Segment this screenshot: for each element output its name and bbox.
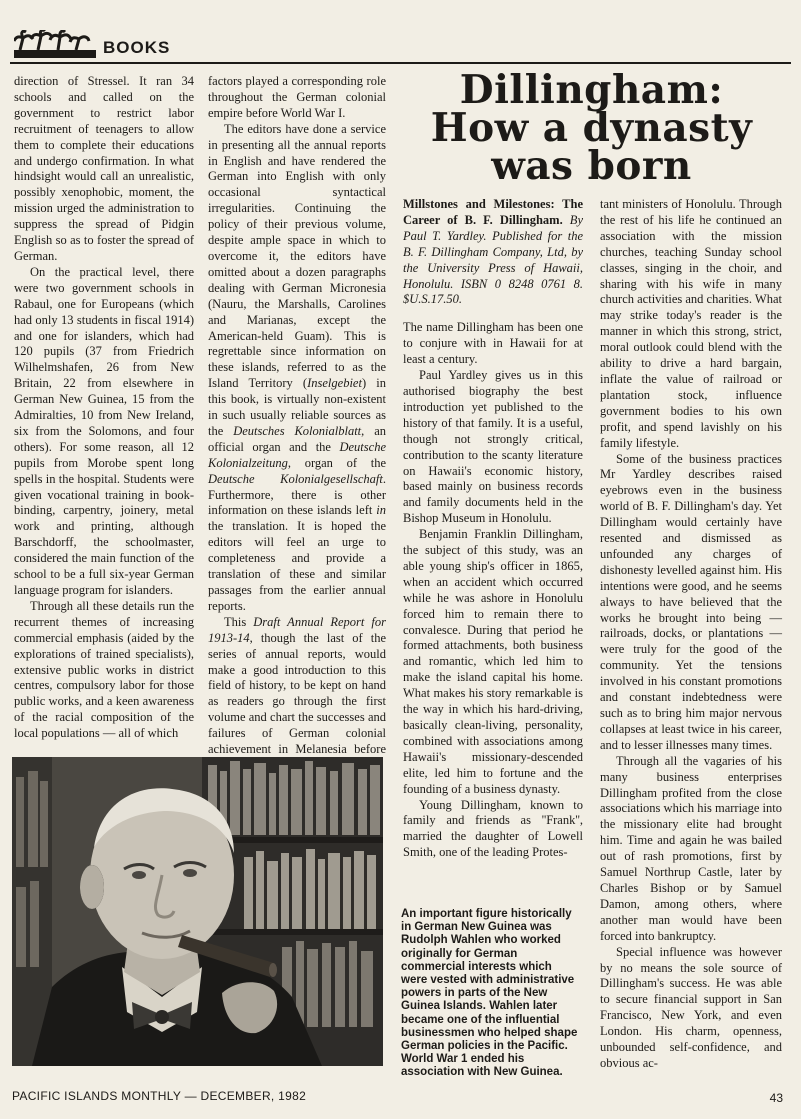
portrait-illustration (12, 757, 383, 1066)
col1-paragraph-3: Through all these details run the recurrent themes of increasing commercial emphasis (aided by the explorations of trained specialists), extensive public works in district centres, compulsory labor for those public works, and a keen awareness of the racial composition of the local populations — all of which (14, 598, 194, 741)
col1-paragraph-2: On the practical level, there were two government schools in Rabaul, one for Europeans (which had only 13 students in fiscal 1914) and one for islanders, which had 120 pupils (37 from Friedrich Wilhelmshafen, 26 from New Britain, 22 from elsewhere in German New Guinea, 15 from the Admiralties, 10 from New Ireland, six from the Solomons, and four others). For some reason, all 12 pupils from Morobe spent long spells in the hospital. Students were given vocational training in book-binding, carpentry, joinery, metal work and printing, although Barschdorff, the schoolmaster, considered the main function of the school to be a full six-year German language program for islanders. (14, 264, 194, 597)
column-3 (403, 197, 583, 861)
col3-paragraph-3: Benjamin Franklin Dillingham, the subject of this study, was an able young ship's officer in 1865, when an accident which occurred while he was ashore in Honolulu forced him to remain there to convalesce. During that period he formed attachments, both business and romantic, which led him to make the island capital his home. What makes his story remarkable is the way in which his hard-driving, basically clean-living, personality, combined with associations among Hawaii's missionary-descended elite, led him to fortune and the founding of a business dynasty. (403, 527, 583, 796)
headline-line-2: How a dynasty (430, 105, 753, 151)
book-title: Millstones and Milestones: The Career of B. F. Dillingham. (403, 197, 583, 227)
page-number: 43 (769, 1091, 783, 1105)
photo-caption: An important figure historically in German New Guinea was Rudolph Wahlen who worked originally for German commercial interests which were vested with administrative powers in parts of the New Guinea Islands. Wahlen later became one of the influential businessmen who helped shape German policies in the Pacific. World War 1 ended his association with New Guinea. (401, 908, 578, 1079)
headline-line-3: was born (491, 143, 692, 189)
col4-paragraph-3: Through all the vagaries of his many business enterprises Dillingham profited from the close associations which his marriage into the missionary elite had brought him. Time and again he was bailed out of rash promotions, first by Samuel Northrup Castle, later by Charles Bishop or by Samuel Damon, among others, where another man would have been forced into bankruptcy. (600, 753, 782, 943)
col3-paragraph-1: The name Dillingham has been one to conjure with in Hawaii for at least a century. (403, 320, 583, 367)
col3-paragraph-2: Paul Yardley gives us in this authorised biography the best introduction yet published to the history of that family. It is a useful, though not strongly critical, contribution to the scanty literature on Hawaii's economic history, based mainly on business records and family documents held in the Bishop Museum in Honolulu. (403, 368, 583, 526)
column-2 (208, 74, 386, 774)
col3-paragraph-4: Young Dillingham, known to family and friends as ''Frank'', married the daughter of Lowell Smith, one of the leading Protes- (403, 797, 583, 860)
header-rule (10, 62, 791, 64)
column-4 (600, 197, 782, 1072)
headline-line-1: Dillingham: (459, 67, 724, 113)
col1-paragraph-1: direction of Stressel. It ran 34 schools and called on the government to restrict labor recruitment of teenagers to allow them to complete their educations and undergo confirmation. In what hindsight would call an unrealistic, possibly xenophobic, moment, the mission urged the administration to suppress the spread of Pidgin English so as to foster the spread of German. (14, 74, 194, 263)
col2-paragraph-1: factors played a corresponding role throughout the German colonial empire before World War I. (208, 74, 386, 120)
page-header (10, 30, 791, 64)
article-headline (400, 67, 783, 189)
book-citation (403, 197, 583, 308)
col4-paragraph-1: tant ministers of Honolulu. Through the rest of his life he continued an association with the mission churches, teaching Sunday school classes, singing in the choir, and sharing with his wife in many church activities and charities. What may strike today's reader is the manner in which this strong, strict, moral outlook could blend with the ability to drive a hard bargain, inflate the value of railroad or plantation stock, influence government bodies to his own profit, and spend lavishly on his family lifestyle. (600, 197, 782, 450)
column-1 (14, 74, 194, 742)
palm-trees-icon (14, 30, 96, 58)
section-label: BOOKS (103, 38, 171, 57)
col2-paragraph-3: This Draft Annual Report for 1913-14, though the last of the series of annual reports, would make a good introduction to this field of history, to be kept on hand as readers go through the first volume and chart the successes and failures of German colonial achievement in Melanesia before (208, 615, 386, 774)
portrait-photo (12, 757, 383, 1066)
publication-footer: PACIFIC ISLANDS MONTHLY — DECEMBER, 1982 (12, 1089, 307, 1103)
col4-paragraph-2: Some of the business practices Mr Yardley describes raised eyebrows even in the business world of B. F. Dillingham's day. Yet Dillingham would certainly have resented and dismissed as unfounded any charges of dishonesty levelled against him. His intentions were good, and he seems always to have believed that the works he brought into being — railroads, docks, or plantations — were truly for the good of the community. Yet the tensions involved in his constant promotions and constant indebtedness were such as to bring him major nervous collapses at least twice in his career, and to lesser illnesses many times. (600, 451, 782, 752)
book-info: By Paul T. Yardley. Published for the B. F. Dillingham Company, Ltd, by the University Press of Hawaii, Honolulu. ISBN 0 8248 0761 8. $U.S.17.50. (403, 212, 583, 307)
col4-paragraph-4: Special influence was however by no means the sole source of Dillingham's success. He was able to secure financial support in San Francisco, New York, and even London. His charm, openness, unbounded self-confidence, and obvious ac- (600, 944, 782, 1070)
col2-paragraph-2: The editors have done a service in presenting all the annual reports in English and have rendered the German into English with only occasional syntactical irregularities. Continuing the policy of their previous volume, despite ample space in which to overcome it, the editors have omitted about a dozen paragraphs dealing with German Micronesia (Nauru, the Marshalls, Carolines and Marianas, except the American-held Guam). This is regrettable since information on these islands, referred to as the Island Territory (Inselgebiet) in this book, is virtually non-existent in such usually reliable sources as the Deutsches Kolonialblatt, an official organ and the Deutsche Kolonialzeitung, organ of the Deutsche Kolonialgesellschaft. Furthermore, there is other information on these islands left in the translation. It is hoped the editors will feel an urge to completeness and provide a translation of these and similar passages from the earlier annual reports. (208, 121, 387, 613)
